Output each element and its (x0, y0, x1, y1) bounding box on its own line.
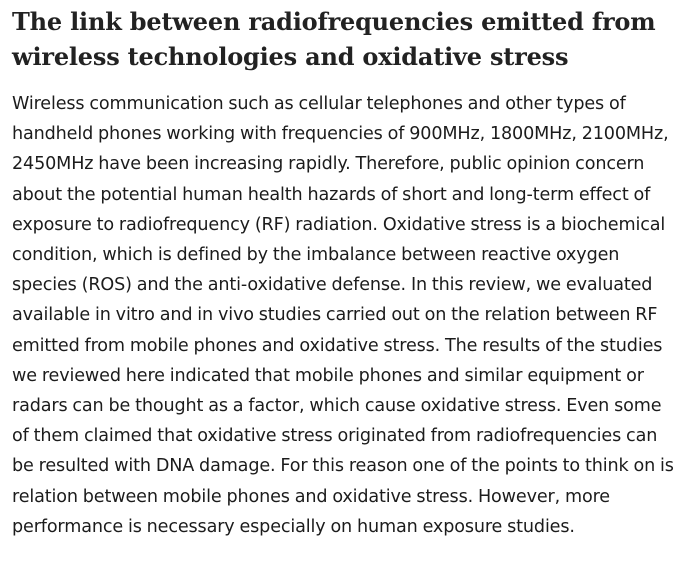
article-title: The link between radiofrequencies emitted from wireless technologies and oxidative stress (12, 7, 656, 71)
article-abstract: Wireless communication such as cellular telephones and other types of handheld phones working with frequencies of 900MHz, 1800MHz, 2100MHz, 2450MHz have been increasing rapidly. Therefore, public opinion concern about the potential human health hazards of short and long-term effect of exposure to radiofrequency (RF) radiation. Oxidative stress is a biochemical condition, which is defined by the imbalance between reactive oxygen species (ROS) and the anti-oxidative defense. In this review, we evaluated available in vitro and in vivo studies carried out on the relation between RF emitted from mobile phones and oxidative stress. The results of the studies we reviewed here indicated that mobile phones and similar equipment or radars can be thought as a factor, which cause oxidative stress. Even some of them claimed that oxidative stress originated from radiofrequencies can be resulted with DNA damage. For this reason one of the points to think on is relation between mobile phones and oxidative stress. However, more performance is necessary especially on human exposure studies. (12, 94, 674, 537)
article (12, 4, 674, 542)
